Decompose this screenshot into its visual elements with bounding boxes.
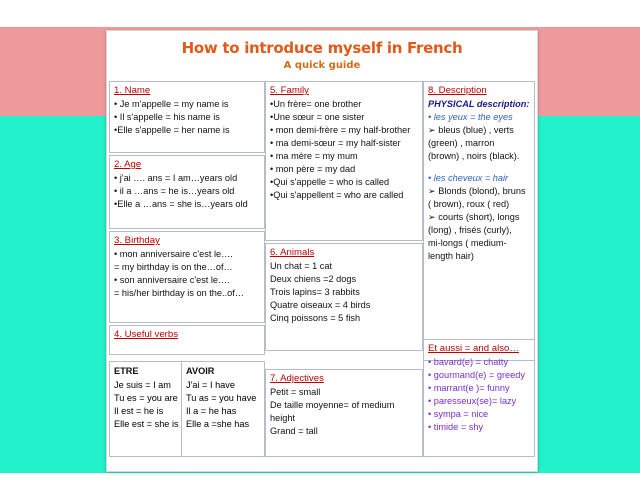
list-item: • sympa = nice: [428, 409, 489, 419]
list-item: (green) , marron: [428, 138, 495, 148]
list-item: Deux chiens =2 dogs: [270, 274, 357, 284]
hair-heading: • les cheveux = hair: [428, 173, 509, 183]
list-item: • son anniversaire c'est le….: [114, 275, 230, 285]
guide-sheet: [106, 30, 538, 472]
list-item: Elle a =she has: [186, 419, 250, 429]
list-item: length hair): [428, 251, 474, 261]
list-item: De taille moyenne= of medium: [270, 400, 395, 410]
list-item: •Une sœur = one sister: [270, 112, 365, 122]
list-item: •Elle s'appelle = her name is: [114, 125, 230, 135]
list-item: • marrant(e )= funny: [428, 383, 510, 393]
section-age: [109, 155, 265, 229]
list-item: J'ai = I have: [186, 380, 235, 390]
list-item: Cinq poissons = 5 fish: [270, 313, 361, 323]
list-item: = my birthday is on the…of…: [114, 262, 233, 272]
list-item: • mon anniversaire c'est le….: [114, 249, 233, 259]
list-item: •Qui s'appelle = who is called: [270, 177, 390, 187]
page-title: How to introduce myself in French: [181, 39, 463, 57]
section-also-heading: Et aussi = and also…: [428, 343, 519, 354]
physical-description-label: PHYSICAL description:: [428, 99, 530, 109]
section-animals: [265, 243, 423, 351]
section-family-heading: 5. Family: [270, 85, 309, 96]
section-description: [423, 81, 535, 361]
verbs-table: [109, 361, 265, 457]
eyes-heading: • les yeux = the eyes: [428, 112, 513, 122]
section-description-heading: 8. Description: [428, 85, 487, 96]
list-item: Elle est = she is: [114, 419, 179, 429]
page-subtitle: A quick guide: [283, 60, 361, 71]
list-item: Un chat = 1 cat: [270, 261, 333, 271]
section-verbs: [109, 325, 265, 355]
list-item: • bavard(e) = chatty: [428, 357, 509, 367]
list-item: • ma mère = my mum: [270, 151, 358, 161]
list-item: (brown) , noirs (black).: [428, 151, 520, 161]
list-item: • timide = shy: [428, 422, 484, 432]
section-also: [423, 339, 535, 457]
section-age-heading: 2. Age: [114, 159, 142, 170]
list-item: Petit = small: [270, 387, 321, 397]
section-name: [109, 81, 265, 153]
section-birthday: [109, 231, 265, 323]
etre-heading: ETRE: [114, 366, 139, 376]
etre-column: [110, 362, 182, 456]
list-item: Quatre oiseaux = 4 birds: [270, 300, 371, 310]
list-item: • paresseux(se)= lazy: [428, 396, 517, 406]
avoir-column: [182, 362, 266, 434]
section-verbs-heading: 4. Useful verbs: [114, 329, 178, 340]
list-item: Je suis = I am: [114, 380, 171, 390]
list-item: ➢ courts (short), longs: [428, 212, 520, 222]
list-item: Grand = tall: [270, 426, 318, 436]
list-item: •Un frère= one brother: [270, 99, 362, 109]
list-item: • Je m'appelle = my name is: [114, 99, 229, 109]
section-adjectives: [265, 369, 423, 457]
list-item: Tu as = you have: [186, 393, 257, 403]
list-item: • gourmand(e) = greedy: [428, 370, 525, 380]
section-birthday-heading: 3. Birthday: [114, 235, 160, 246]
list-item: Il est = he is: [114, 406, 164, 416]
list-item: ( brown), roux ( red): [428, 199, 510, 209]
list-item: (long) , frisés (curly),: [428, 225, 512, 235]
section-animals-heading: 6. Animals: [270, 247, 315, 258]
list-item: = his/her birthday is on the..of…: [114, 288, 244, 298]
list-item: mi-longs ( medium-: [428, 238, 507, 248]
list-item: • mon père = my dad: [270, 164, 356, 174]
list-item: • j'ai …. ans = I am…years old: [114, 173, 238, 183]
list-item: • mon demi-frère = my half-brother: [270, 125, 411, 135]
list-item: • il a …ans = he is…years old: [114, 186, 235, 196]
avoir-heading: AVOIR: [186, 366, 215, 376]
list-item: height: [270, 413, 296, 423]
list-item: ➢ bleus (blue) , verts: [428, 125, 514, 135]
list-item: ➢ Blonds (blond), bruns: [428, 186, 526, 196]
section-family: [265, 81, 423, 241]
list-item: • Il s'appelle = his name is: [114, 112, 220, 122]
list-item: • ma demi-sœur = my half-sister: [270, 138, 401, 148]
list-item: Tu es = you are: [114, 393, 178, 403]
spacer: [428, 163, 530, 172]
list-item: •Qui s'appellent = who are called: [270, 190, 404, 200]
section-adjectives-heading: 7. Adjectives: [270, 373, 324, 384]
section-name-heading: 1. Name: [114, 85, 151, 96]
list-item: •Elle a …ans = she is…years old: [114, 199, 248, 209]
list-item: Trois lapins= 3 rabbits: [270, 287, 360, 297]
list-item: Il a = he has: [186, 406, 237, 416]
